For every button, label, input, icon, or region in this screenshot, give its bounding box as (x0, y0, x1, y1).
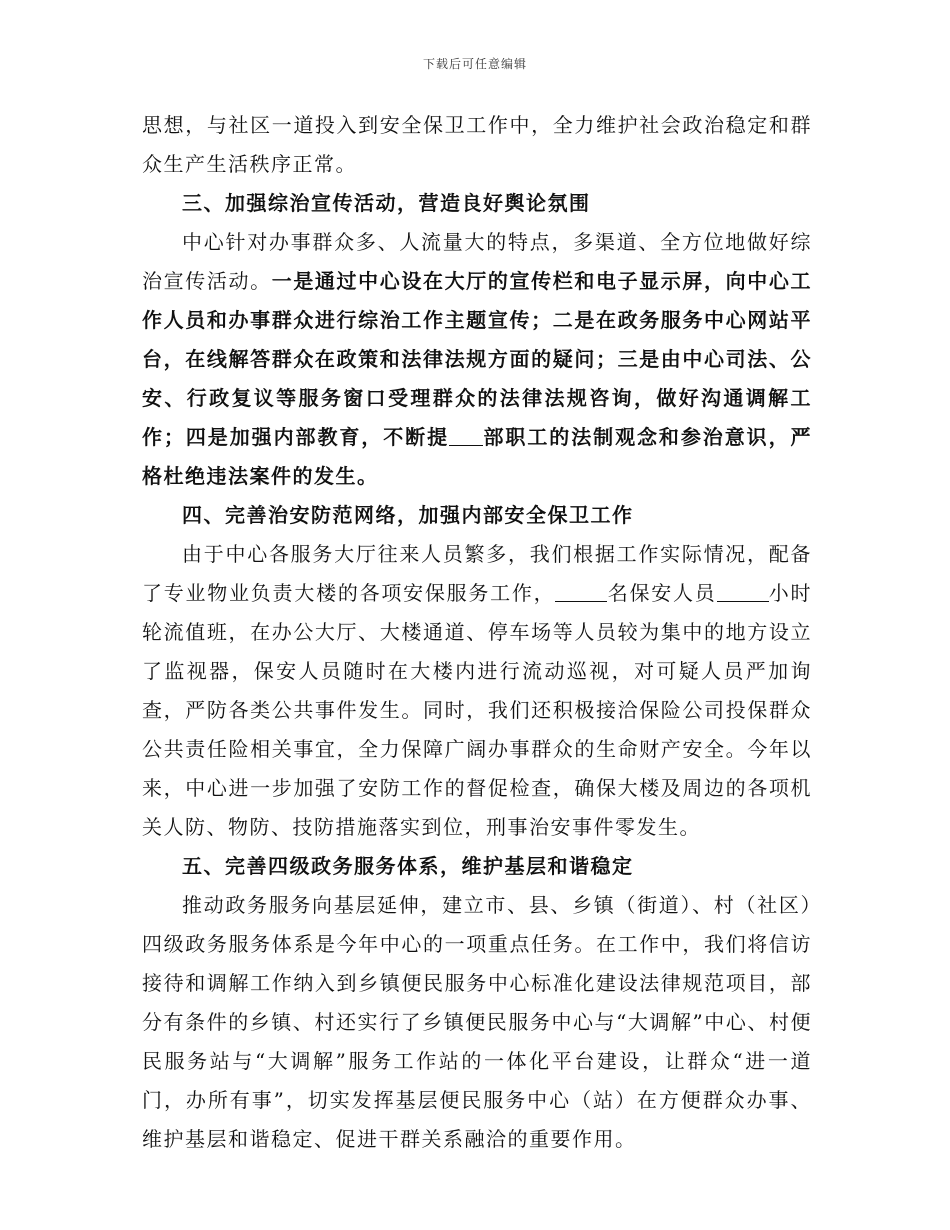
fill-blank (717, 581, 769, 602)
paragraph-security-a: 由于中心各服务大厅往来人员繁多，我们根据工作实际情况，配备了专业物业负责大楼的各项安保服务工作， (142, 542, 812, 605)
paragraph-publicity-bold-b: 部职工的法制观念和参治意识，严格杜绝违法案件的发生。 (142, 425, 813, 488)
paragraph-continuation: 思想，与社区一道投入到安全保卫工作中，全力维护社会政治稳定和群众生产生活秩序正常。 (142, 113, 812, 176)
section-heading-3: 三、加强综治宣传活动，营造良好舆论氛围 (182, 191, 591, 215)
section-heading-5: 五、完善四级政务服务体系，维护基层和谐稳定 (182, 854, 634, 878)
fill-blank (449, 425, 483, 446)
paragraph-security-c: 小时轮流值班，在办公大厅、大楼通道、停车场等人员较为集中的地方设立了监视器，保安人员随时在大楼内进行流动巡视，对可疑人员严加询查，严防各类公共事件发生。同时，我们还积极接洽保险公司投保群众公共责任险相关事宜，全力保障广阔办事群众的生命财产安全。今年以来，中心进一步加强了安防工作的督促检查，确保大楼及周边的各项机关人防、物防、技防措施落实到位，刑事治安事件零发生。 (142, 581, 813, 839)
fill-blank (555, 581, 607, 602)
paragraph-security (142, 535, 812, 847)
section-heading-4: 四、完善治安防范网络，加强内部安全保卫工作 (182, 503, 634, 527)
paragraph-publicity-bold-a: 一是通过中心设在大厅的宣传栏和电子显示屏，向中心工作人员和办事群众进行综治工作主题宣传；二是在政务服务中心网站平台，在线解答群众在政策和法律法规方面的疑问；三是由中心司法、公安、行政复议等服务窗口受理群众的法律法规咨询，做好沟通调解工作；四是加强内部教育，不断提 (142, 269, 813, 449)
paragraph-publicity-lead: 中心针对办事群众多、人流量大的特点，多渠道、全方位地做好综治宣传活动。 (142, 230, 812, 293)
paragraph-security-b: 名保安人员 (607, 581, 717, 605)
document-body (142, 106, 812, 1159)
paragraph-service-system: 推动政务服务向基层延伸，建立市、县、乡镇（街道）、村（社区）四级政务服务体系是今年中心的一项重点任务。在工作中，我们将信访接待和调解工作纳入到乡镇便民服务中心标准化建设法律规范项目，部分有条件的乡镇、村还实行了乡镇便民服务中心与“大调解”中心、村便民服务站与“大调解”服务工作站的一体化平台建设，让群众“进一道门，办所有事”，切实发挥基层便民服务中心（站）在方便群众办事、维护基层和谐稳定、促进干群关系融洽的重要作用。 (142, 893, 812, 1151)
paragraph-publicity (142, 223, 812, 496)
header-note: 下载后可任意编辑 (422, 57, 527, 71)
